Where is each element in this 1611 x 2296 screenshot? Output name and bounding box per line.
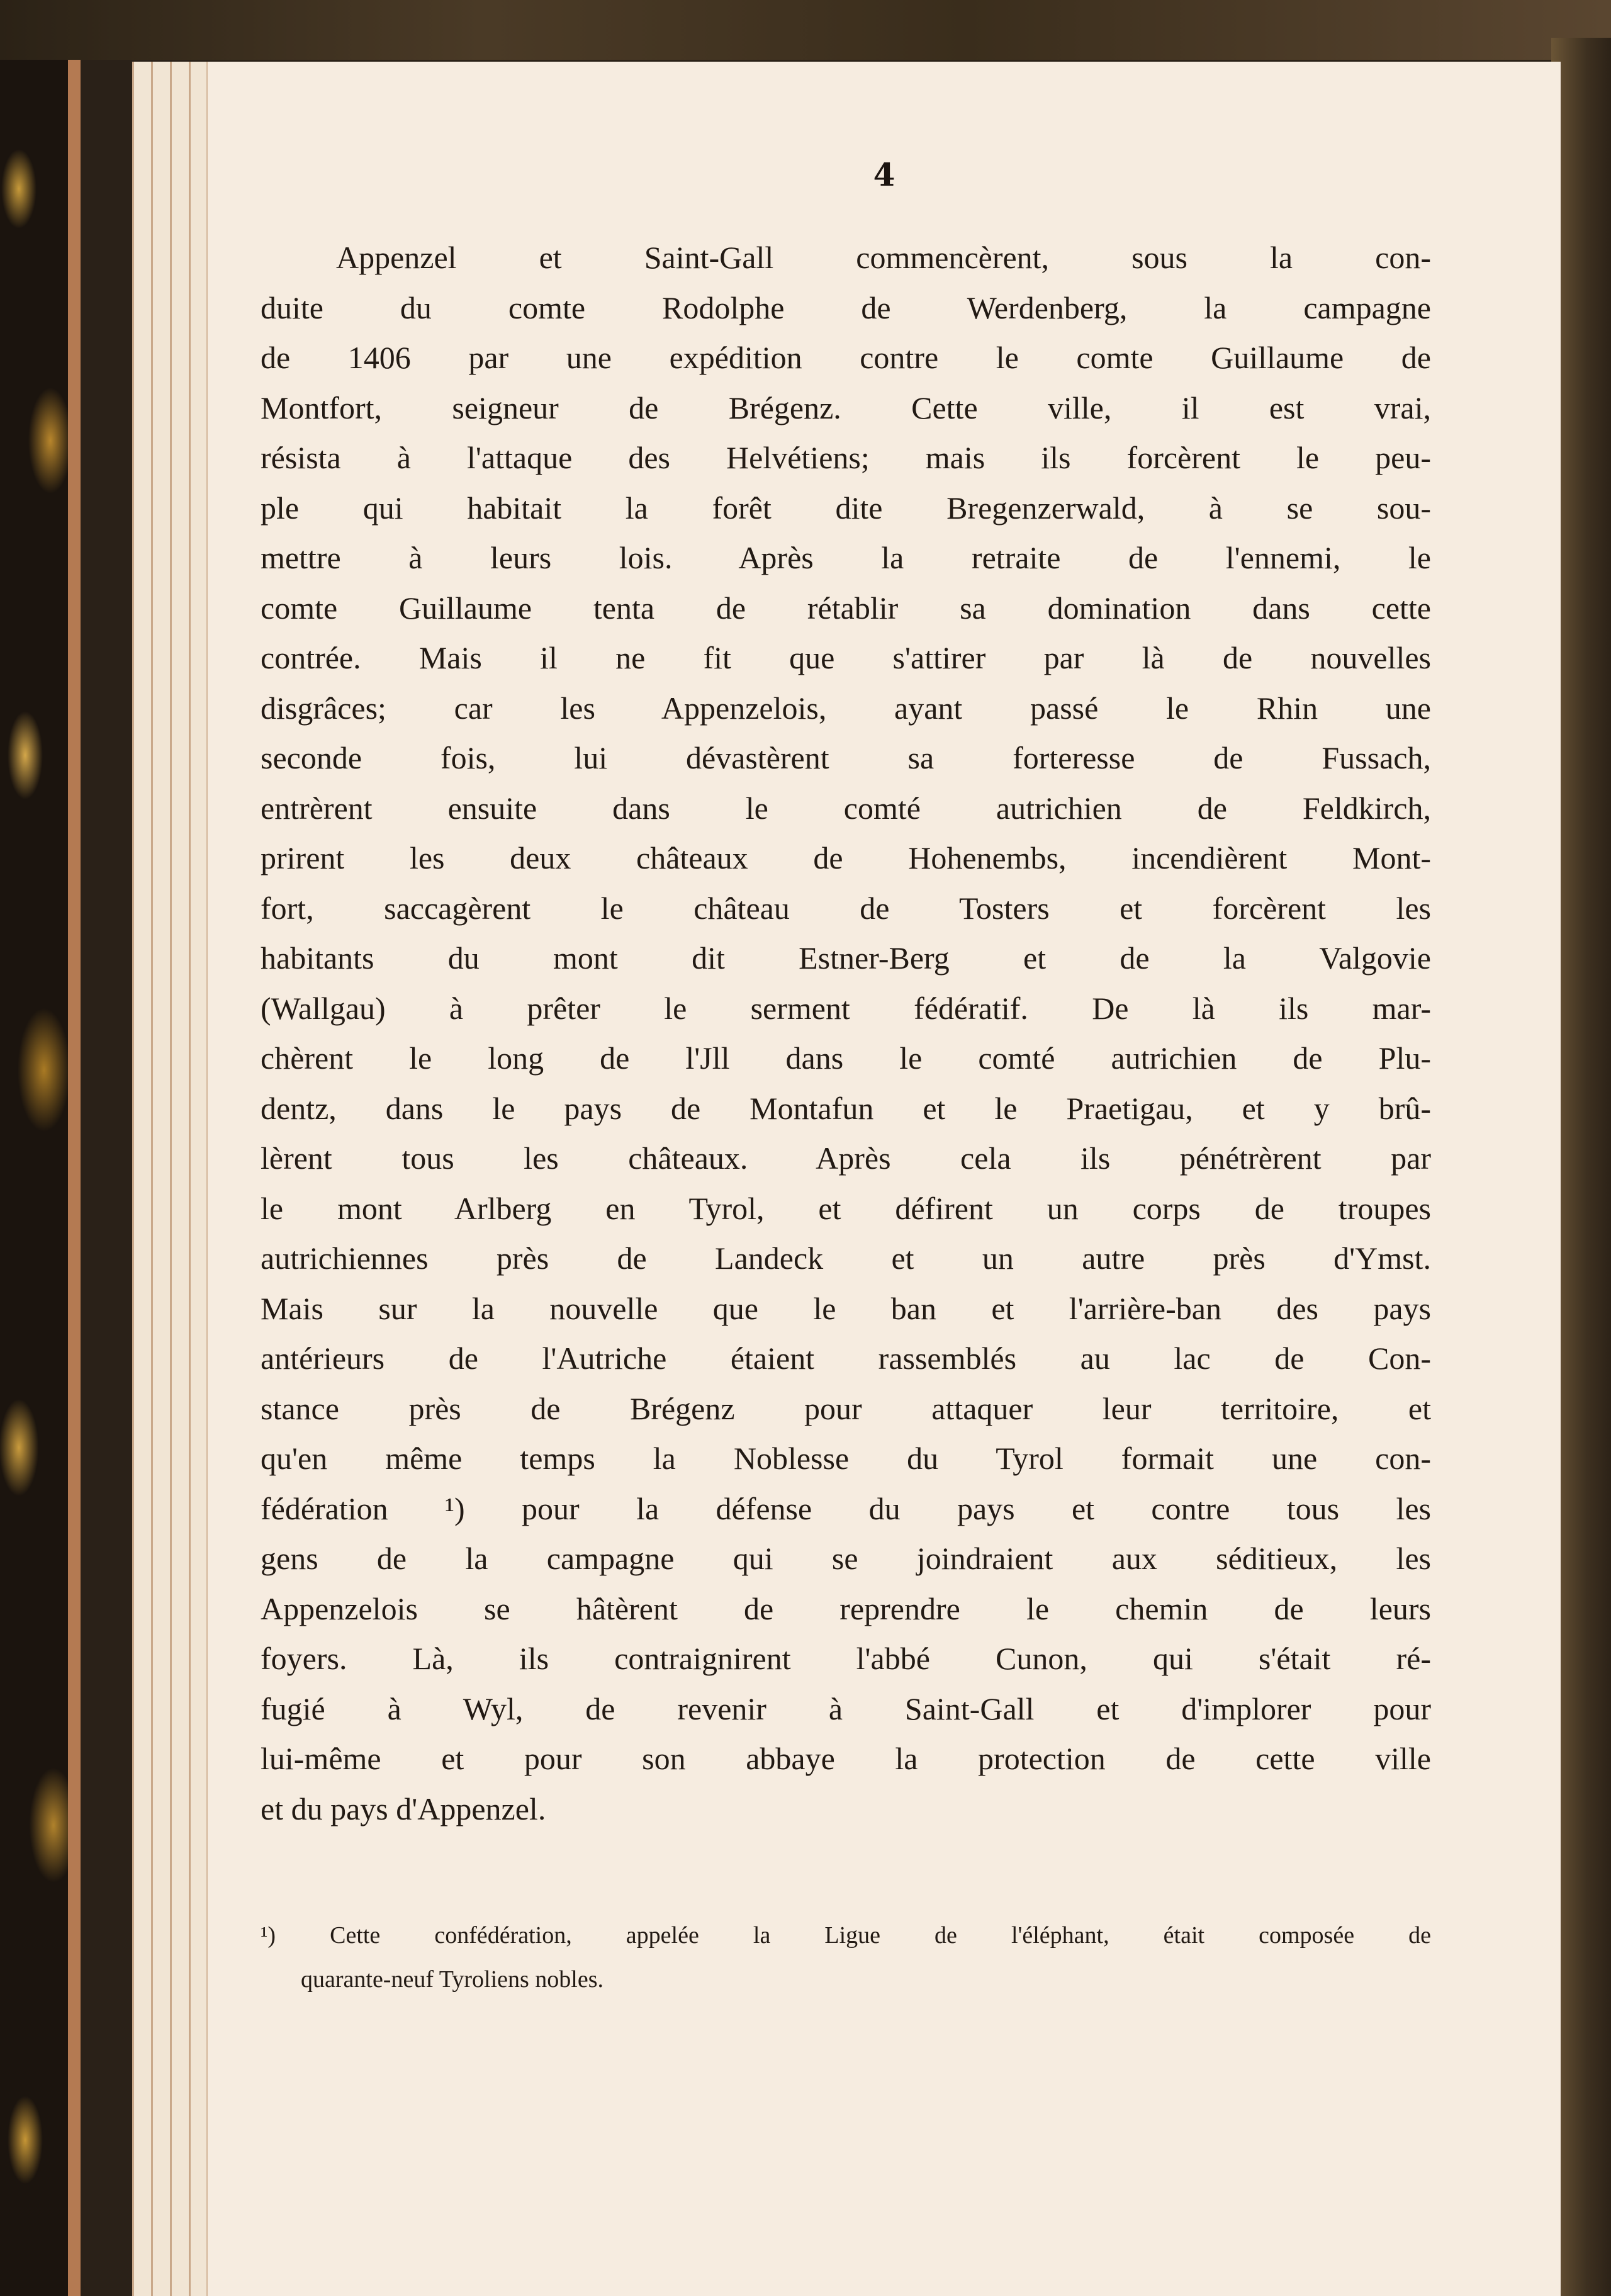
text-line: prirent les deux châteaux de Hohenembs, incendièrent Mont- <box>261 840 1431 875</box>
footnote <box>261 1913 1431 2001</box>
text-line: Appenzelois se hâtèrent de reprendre le chemin de leurs <box>261 1590 1431 1626</box>
book-spine-top <box>0 0 1611 60</box>
text-line: mettre à leurs lois. Après la retraite de l'ennemi, le <box>261 540 1431 575</box>
text-line: disgrâces; car les Appenzelois, ayant passé le Rhin une <box>261 690 1431 726</box>
footnote-line: quarante-neuf Tyroliens nobles. <box>301 1966 603 1993</box>
text-line: de 1406 par une expédition contre le comte Guillaume de <box>261 340 1431 375</box>
text-line: Montfort, seigneur de Brégenz. Cette ville, il est vrai, <box>261 390 1431 425</box>
text-line: et du pays d'Appenzel. <box>261 1791 546 1826</box>
text-line: Mais sur la nouvelle que le ban et l'arrière-ban des pays <box>261 1290 1431 1326</box>
text-line: stance près de Brégenz pour attaquer leur territoire, et <box>261 1390 1431 1426</box>
text-line: chèrent le long de l'Jll dans le comté autrichien de Plu- <box>261 1040 1431 1076</box>
text-line: comte Guillaume tenta de rétablir sa domination dans cette <box>261 590 1431 626</box>
text-line: gens de la campagne qui se joindraient aux séditieux, les <box>261 1541 1431 1576</box>
text-line: contrée. Mais il ne fit que s'attirer par là de nouvelles <box>261 640 1431 675</box>
text-line: ple qui habitait la forêt dite Bregenzerwald, à se sou- <box>261 490 1431 526</box>
text-line: le mont Arlberg en Tyrol, et défirent un corps de troupes <box>261 1190 1431 1226</box>
text-line: entrèrent ensuite dans le comté autrichien de Feldkirch, <box>261 790 1431 826</box>
text-line: fédération ¹) pour la défense du pays et contre tous les <box>261 1490 1431 1526</box>
cover-edge <box>68 60 81 2296</box>
text-line: habitants du mont dit Estner-Berg et de la Valgovie <box>261 940 1431 976</box>
text-line: qu'en même temps la Noblesse du Tyrol formait une con- <box>261 1441 1431 1476</box>
footnote-line: ¹) Cette confédération, appelée la Ligue de l'éléphant, était composée de <box>261 1922 1431 1949</box>
text-line: lui-même et pour son abbaye la protection de cette ville <box>261 1741 1431 1776</box>
text-line: dentz, dans le pays de Montafun et le Praetigau, et y brû- <box>261 1090 1431 1126</box>
text-line: fort, saccagèrent le château de Tosters et forcèrent les <box>261 890 1431 926</box>
text-line: antérieurs de l'Autriche étaient rassemblés au lac de Con- <box>261 1341 1431 1376</box>
text-line: duite du comte Rodolphe de Werdenberg, la campagne <box>261 290 1431 325</box>
text-line: fugié à Wyl, de revenir à Saint-Gall et d'implorer pour <box>261 1691 1431 1726</box>
text-line: autrichiennes près de Landeck et un autre près d'Ymst. <box>261 1241 1431 1276</box>
page-number: 4 <box>873 156 895 193</box>
text-line: lèrent tous les châteaux. Après cela ils pénétrèrent par <box>261 1140 1431 1176</box>
text-line: (Wallgau) à prêter le serment fédératif. De là ils mar- <box>261 990 1431 1026</box>
text-line: foyers. Là, ils contraignirent l'abbé Cunon, qui s'était ré- <box>261 1641 1431 1676</box>
text-line: Appenzel et Saint-Gall commencèrent, sous la con- <box>336 240 1431 275</box>
body-text <box>261 233 1431 1834</box>
marbled-cover-board <box>0 0 76 2296</box>
text-line: seconde fois, lui dévastèrent sa forteresse de Fussach, <box>261 740 1431 775</box>
text-line: résista à l'attaque des Helvétiens; mais ils forcèrent le peu- <box>261 440 1431 475</box>
